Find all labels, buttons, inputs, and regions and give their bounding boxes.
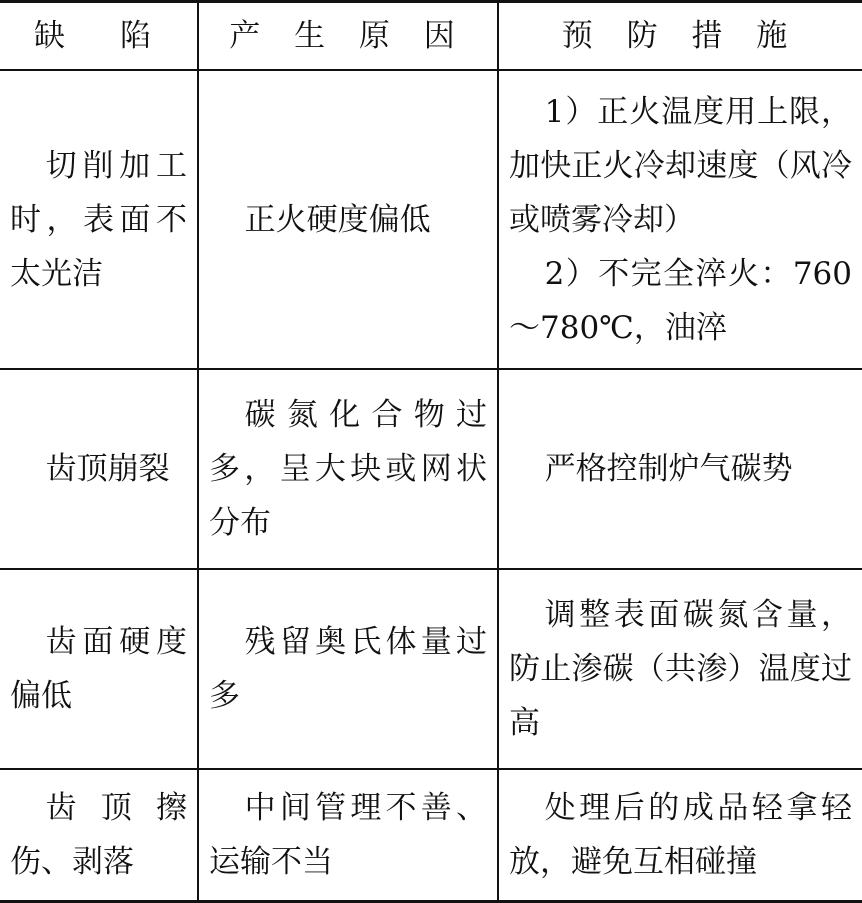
header-row bbox=[0, 2, 862, 71]
prevention-item: 1）正火温度用上限，加快正火冷却速度（风冷或喷雾冷却） bbox=[509, 93, 852, 238]
table-row bbox=[0, 569, 862, 769]
defect-cell: 齿面硬度偏低 bbox=[0, 569, 198, 769]
table-row bbox=[0, 70, 862, 369]
prevention-cell bbox=[498, 569, 862, 769]
cause-cell: 碳氮化合物过多，呈大块或网状分布 bbox=[198, 369, 498, 569]
cause-cell: 中间管理不善、运输不当 bbox=[198, 769, 498, 902]
cause-cell: 残留奥氏体量过多 bbox=[198, 569, 498, 769]
header-prevention: 预 防 措 施 bbox=[498, 2, 862, 71]
defect-cell: 齿顶擦伤、剥落 bbox=[0, 769, 198, 902]
defect-cell: 切削加工时，表面不太光洁 bbox=[0, 70, 198, 369]
table-row bbox=[0, 369, 862, 569]
defect-cell: 齿顶崩裂 bbox=[0, 369, 198, 569]
table-row bbox=[0, 769, 862, 902]
prevention-cell bbox=[498, 769, 862, 902]
prevention-cell bbox=[498, 70, 862, 369]
prevention-cell bbox=[498, 369, 862, 569]
prevention-item: 处理后的成品轻拿轻放，避免互相碰撞 bbox=[509, 790, 852, 880]
header-cause: 产 生 原 因 bbox=[198, 2, 498, 71]
header-defect: 缺 陷 bbox=[0, 2, 198, 71]
prevention-item: 2）不完全淬火：760～780℃，油淬 bbox=[509, 255, 852, 346]
prevention-item: 严格控制炉气碳势 bbox=[544, 451, 793, 487]
cause-cell: 正火硬度偏低 bbox=[198, 70, 498, 369]
prevention-item: 调整表面碳氮含量，防止渗碳（共渗）温度过高 bbox=[509, 597, 852, 741]
